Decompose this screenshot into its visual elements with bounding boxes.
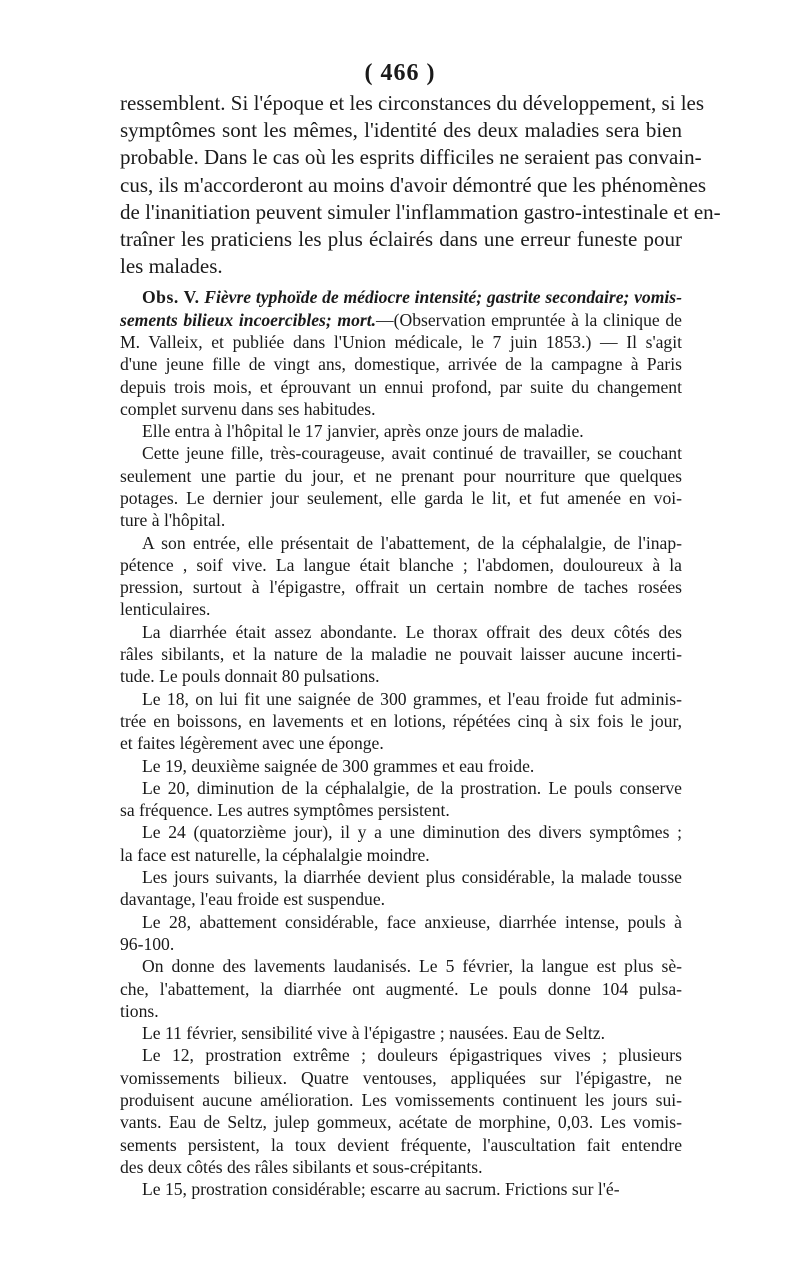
page-number: ( 466 ) xyxy=(364,60,436,86)
text-line: Le 19, deuxième saignée de 300 grammes et eau froide. xyxy=(142,755,535,776)
text-line: les malades. xyxy=(120,254,223,279)
text-line: et faites légèrement avec une éponge. xyxy=(120,733,384,754)
text-line: La diarrhée était assez abondante. Le thorax offrait des deux côtés des xyxy=(142,621,682,642)
text-line: pétence , soif vive. La langue était blanche ; l'abdomen, douloureux à la xyxy=(120,554,682,575)
observation-label: Obs. V. xyxy=(142,287,200,308)
observation-source: —(Observation empruntée à la clinique de xyxy=(376,309,682,330)
text-line: la face est naturelle, la céphalalgie moindre. xyxy=(120,844,430,865)
text-line: complet survenu dans ses habitudes. xyxy=(120,398,376,419)
text-line: Le 28, abattement considérable, face anxieuse, diarrhée intense, pouls à xyxy=(142,911,682,932)
text-line: symptômes sont les mêmes, l'identité des deux maladies sera bien xyxy=(120,118,682,143)
text-line: traîner les praticiens les plus éclairés dans une erreur funeste pour xyxy=(120,226,682,251)
text-line: 96-100. xyxy=(120,933,175,954)
case-paragraph xyxy=(120,955,682,1022)
text-line: ture à l'hôpital. xyxy=(120,510,226,531)
case-paragraph xyxy=(120,866,682,911)
text-line: vomissements bilieux. Quatre ventouses, appliquées sur l'épigastre, ne xyxy=(120,1067,682,1088)
text-line: tions. xyxy=(120,1000,159,1021)
text-line: Cette jeune fille, très-courageuse, avait continué de travailler, se couchant xyxy=(142,443,682,464)
text-line: che, l'abattement, la diarrhée ont augmenté. Le pouls donne 104 pulsa- xyxy=(120,978,682,999)
text-line: M. Valleix, et publiée dans l'Union médicale, le 7 juin 1853.) — Il s'agit xyxy=(120,331,682,352)
text-line: Les jours suivants, la diarrhée devient plus considérable, la malade tousse xyxy=(142,867,682,888)
case-paragraph xyxy=(120,532,682,621)
text-line: Le 20, diminution de la céphalalgie, de la prostration. Le pouls conserve xyxy=(142,777,682,798)
text-line: trée en boissons, en lavements et en lotions, répétées cinq à six fois le jour, xyxy=(120,710,682,731)
case-paragraph xyxy=(120,755,682,777)
text-line: On donne des lavements laudanisés. Le 5 février, la langue est plus sè- xyxy=(142,956,682,977)
case-paragraph xyxy=(120,1044,682,1178)
text-line: Elle entra à l'hôpital le 17 janvier, après onze jours de maladie. xyxy=(142,421,584,442)
observation-title-line xyxy=(120,309,682,331)
text-line: depuis trois mois, et éprouvant un ennui profond, par suite du changement xyxy=(120,376,682,397)
text-line: vants. Eau de Seltz, julep gommeux, acétate de morphine, 0,03. Les vomis- xyxy=(120,1112,682,1133)
case-paragraph xyxy=(120,621,682,688)
observation-title: Fièvre typhoïde de médiocre intensité; gastrite secondaire; vomis- xyxy=(204,287,682,308)
case-paragraph xyxy=(120,911,682,956)
case-paragraph xyxy=(120,777,682,822)
text-line: Le 12, prostration extrême ; douleurs épigastriques vives ; plusieurs xyxy=(142,1045,682,1066)
text-line: lenticulaires. xyxy=(120,599,211,620)
text-line: probable. Dans le cas où les esprits difficiles ne seraient pas convain- xyxy=(120,145,702,170)
text-line: sements persistent, la toux devient fréquente, l'auscultation fait entendre xyxy=(120,1134,682,1155)
text-line: Le 18, on lui fit une saignée de 300 grammes, et l'eau froide fut adminis- xyxy=(142,688,682,709)
case-paragraph xyxy=(120,1178,682,1200)
intro-paragraph xyxy=(120,90,721,280)
text-line: produisent aucune amélioration. Les vomissements continuent les jours sui- xyxy=(120,1090,682,1110)
text-line: des deux côtés des râles sibilants et sous-crépitants. xyxy=(120,1156,483,1177)
case-paragraph xyxy=(120,442,682,531)
case-paragraph xyxy=(120,1022,682,1044)
text-line: Le 24 (quatorzième jour), il y a une diminution des divers symptômes ; xyxy=(142,822,682,843)
text-line: seulement une partie du jour, et ne prenant pour nourriture que quelques xyxy=(120,465,682,486)
text-line: sa fréquence. Les autres symptômes persistent. xyxy=(120,800,450,821)
case-paragraphs xyxy=(120,420,682,1200)
page-body xyxy=(120,90,721,1200)
text-line: Le 11 février, sensibilité vive à l'épigastre ; nausées. Eau de Seltz. xyxy=(142,1023,605,1044)
text-line: davantage, l'eau froide est suspendue. xyxy=(120,889,386,910)
text-line: potages. Le dernier jour seulement, elle garda le lit, et fut amenée en voi- xyxy=(120,487,682,508)
observation-title-line xyxy=(120,286,682,308)
text-line: pression, surtout à l'épigastre, offrait un certain nombre de taches rosées xyxy=(120,577,682,598)
text-line: Le 15, prostration considérable; escarre au sacrum. Frictions sur l'é- xyxy=(142,1179,620,1200)
text-line: cus, ils m'accorderont au moins d'avoir démontré que les phénomènes xyxy=(120,172,707,197)
text-line: tude. Le pouls donnait 80 pulsations. xyxy=(120,666,380,687)
observation-title-cont: sements bilieux incoercibles; mort. xyxy=(120,309,377,330)
text-line: ressemblent. Si l'époque et les circonstances du développement, si les xyxy=(120,91,705,115)
observation-block xyxy=(120,286,682,1200)
text-line: de l'inanitiation peuvent simuler l'inflammation gastro-intestinale et en- xyxy=(120,199,721,224)
text-line: râles sibilants, et la nature de la maladie ne pouvait laisser aucune incerti- xyxy=(120,644,682,665)
text-line: d'une jeune fille de vingt ans, domestique, arrivée de la campagne à Paris xyxy=(120,354,682,375)
case-paragraph xyxy=(120,688,682,755)
case-paragraph xyxy=(120,821,682,866)
case-paragraph xyxy=(120,420,682,442)
text-line: A son entrée, elle présentait de l'abattement, de la céphalalgie, de l'inap- xyxy=(142,532,682,553)
